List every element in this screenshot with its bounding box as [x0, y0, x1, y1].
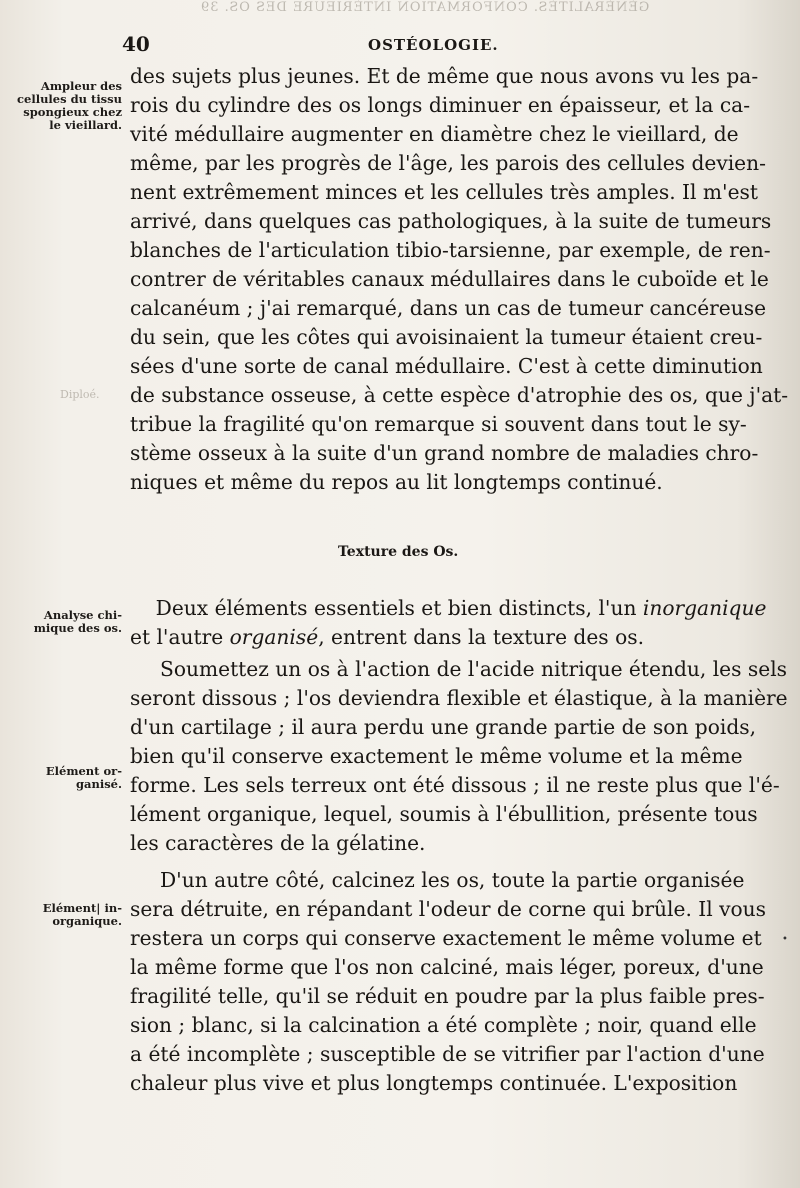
- text-line: rois du cylindre des os longs diminuer en épaisseur, et la ca-: [130, 93, 751, 117]
- margin-note-line: cellules du tissu: [17, 92, 122, 106]
- ghost-margin-note: Diploé.: [60, 388, 100, 401]
- paragraph-atrophy: [130, 62, 789, 497]
- bleed-through-text: GÉNÉRALITÉS. CONFORMATION INTÉRIEURE DES OS. 39: [200, 0, 650, 15]
- text-line: niques et même du repos au lit longtemps continué.: [130, 470, 663, 494]
- margin-note-inorganique: [2, 902, 122, 928]
- text-line: chaleur plus vive et plus longtemps continuée. L'exposition: [130, 1071, 738, 1095]
- margin-note-line: ganisé.: [75, 777, 122, 791]
- text-line: la même forme que l'os non calciné, mais léger, poreux, d'une: [130, 955, 764, 979]
- margin-note-line: Ampleur des: [40, 79, 122, 93]
- page-header: [0, 32, 800, 56]
- margin-note-ampleur: [2, 80, 122, 132]
- margin-note-line: Elément| in-: [42, 901, 122, 915]
- margin-note-line: le vieillard.: [49, 118, 122, 132]
- margin-note-line: organique.: [52, 914, 122, 928]
- text-line: Soumettez un os à l'action de l'acide nitrique étendu, les sels: [160, 657, 788, 681]
- text-run: , entrent dans la texture des os.: [318, 625, 645, 649]
- text-run: et l'autre: [130, 625, 230, 649]
- margin-note-line: spongieux chez: [23, 105, 122, 119]
- text-line: sées d'une sorte de canal médullaire. C'est à cette diminution: [130, 354, 763, 378]
- margin-mark: •: [782, 934, 788, 945]
- text-line: sion ; blanc, si la calcination a été complète ; noir, quand elle: [130, 1013, 757, 1037]
- text-line: calcanéum ; j'ai remarqué, dans un cas de tumeur cancéreuse: [130, 296, 767, 320]
- margin-note-organise: [2, 765, 122, 791]
- text-line: D'un autre côté, calcinez les os, toute la partie organisée: [160, 868, 745, 892]
- emphasis-organise: organisé: [229, 625, 319, 649]
- emphasis-inorganique: inorganique: [642, 596, 767, 620]
- text-line: fragilité telle, qu'il se réduit en poudre par la plus faible pres-: [130, 984, 765, 1008]
- paragraph-elements: [130, 594, 767, 652]
- text-line: des sujets plus jeunes. Et de même que nous avons vu les pa-: [130, 64, 759, 88]
- running-title: OSTÉOLOGIE.: [368, 36, 499, 54]
- text-line: forme. Les sels terreux ont été dissous ; il ne reste plus que l'é-: [130, 773, 780, 797]
- paragraph-nitric-acid: [130, 655, 788, 858]
- text-line: nent extrêmement minces et les cellules très amples. Il m'est: [130, 180, 759, 204]
- paragraph-calcination: [130, 866, 767, 1098]
- text-line: du sein, que les côtes qui avoisinaient la tumeur étaient creu-: [130, 325, 763, 349]
- text-line: seront dissous ; l'os deviendra flexible et élastique, à la manière: [130, 686, 788, 710]
- section-title: Texture des Os.: [338, 544, 459, 560]
- text-line: de substance osseuse, à cette espèce d'atrophie des os, que j'at-: [130, 383, 789, 407]
- margin-note-analyse: [2, 609, 122, 635]
- margin-note-line: Analyse chi-: [43, 608, 122, 622]
- text-line: contrer de véritables canaux médullaires dans le cuboïde et le: [130, 267, 769, 291]
- margin-note-line: mique des os.: [33, 621, 122, 635]
- text-line: lément organique, lequel, soumis à l'ébullition, présente tous: [130, 802, 758, 826]
- text-line: tribue la fragilité qu'on remarque si souvent dans tout le sy-: [130, 412, 747, 436]
- text-line: les caractères de la gélatine.: [130, 831, 426, 855]
- text-run: Deux éléments essentiels et bien distincts, l'un: [155, 596, 643, 620]
- margin-note-line: Elément or-: [45, 764, 122, 778]
- text-line: restera un corps qui conserve exactement le même volume et: [130, 926, 762, 950]
- text-line: arrivé, dans quelques cas pathologiques, à la suite de tumeurs: [130, 209, 772, 233]
- text-line: [130, 594, 767, 623]
- text-line: [130, 623, 730, 652]
- text-line: vité médullaire augmenter en diamètre chez le vieillard, de: [130, 122, 739, 146]
- text-line: même, par les progrès de l'âge, les parois des cellules devien-: [130, 151, 766, 175]
- page-number: 40: [122, 32, 150, 56]
- text-line: d'un cartilage ; il aura perdu une grande partie de son poids,: [130, 715, 757, 739]
- text-line: bien qu'il conserve exactement le même volume et la même: [130, 744, 743, 768]
- text-line: sera détruite, en répandant l'odeur de corne qui brûle. Il vous: [130, 897, 767, 921]
- text-line: stème osseux à la suite d'un grand nombre de maladies chro-: [130, 441, 759, 465]
- text-line: a été incomplète ; susceptible de se vitrifier par l'action d'une: [130, 1042, 765, 1066]
- text-line: blanches de l'articulation tibio-tarsienne, par exemple, de ren-: [130, 238, 771, 262]
